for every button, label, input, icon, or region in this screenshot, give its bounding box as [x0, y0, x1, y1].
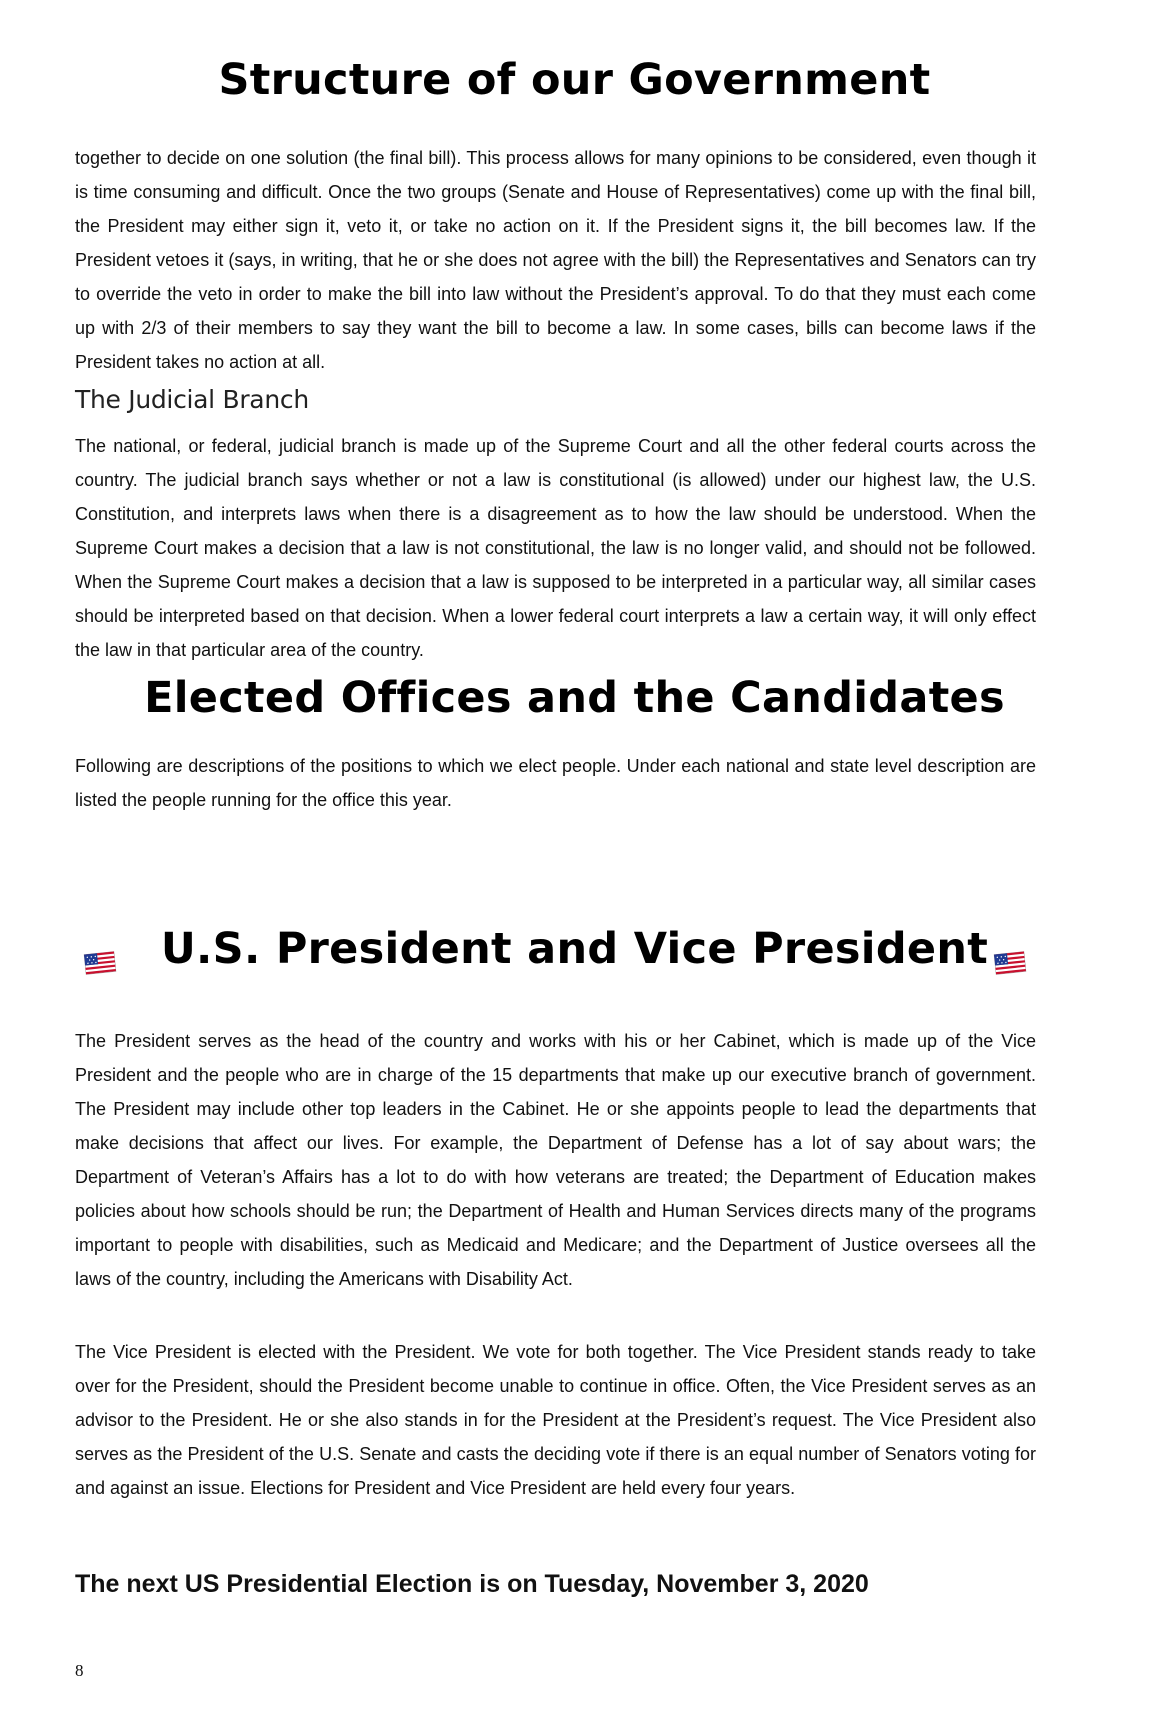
- judicial-branch-heading: The Judicial Branch: [75, 385, 309, 414]
- elected-offices-title: Elected Offices and the Candidates: [144, 673, 1005, 723]
- us-flag-icon: [993, 950, 1027, 976]
- judicial-branch-paragraph: The national, or federal, judicial branch is made up of the Supreme Court and all the other federal courts across the country. The judicial branch says whether or not a law is constitutional (is allowed) under our highest law, the U.S. Constitution, and interprets laws when there is a disagreement as to how the law should be understood. When the Supreme Court makes a decision that a law is not constitutional, the law is no longer valid, and should not be followed. When the Supreme Court makes a decision that a law is supposed to be interpreted in a particular way, all similar cases should be interpreted based on that decision. When a lower federal court interprets a law a certain way, it will only effect the law in that particular area of the country.: [75, 436, 1036, 660]
- president-title: U.S. President and Vice President: [160, 924, 989, 974]
- election-date-note: The next US Presidential Election is on Tuesday, November 3, 2020: [75, 1570, 869, 1598]
- vice-president-paragraph: The Vice President is elected with the President. We vote for both together. The Vice President stands ready to take over for the President, should the President become unable to continue in office. Often, the Vice President serves as an advisor to the President. He or she also stands in for the President at the President’s request. The Vice President also serves as the President of the U.S. Senate and casts the deciding vote if there is an equal number of Senators voting for and against an issue. Elections for President and Vice President are held every four years.: [75, 1342, 1036, 1498]
- structure-continued-paragraph: together to decide on one solution (the final bill). This process allows for many opinions to be considered, even though it is time consuming and difficult. Once the two groups (Senate and House of Representatives) come up with the final bill, the President may either sign it, veto it, or take no action on it. If the President signs it, the bill becomes law. If the President vetoes it (says, in writing, that he or she does not agree with the bill) the Representatives and Senators can try to override the veto in order to make the bill into law without the President’s approval. To do that they must each come up with 2/3 of their members to say they want the bill to become a law. In some cases, bills can become laws if the President takes no action at all.: [75, 148, 1036, 372]
- page-number: 8: [75, 1661, 84, 1680]
- president-paragraph: The President serves as the head of the country and works with his or her Cabinet, which is made up of the Vice President and the people who are in charge of the 15 departments that make up our executive branch of government. The President may include other top leaders in the Cabinet. He or she appoints people to lead the departments that make decisions that affect our lives. For example, the Department of Defense has a lot of say about wars; the Department of Veteran’s Affairs has a lot to do with how veterans are treated; the Department of Education makes policies about how schools should be run; the Department of Health and Human Services directs many of the programs important to people with disabilities, such as Medicaid and Medicare; and the Department of Justice oversees all the laws of the country, including the Americans with Disability Act.: [75, 1031, 1036, 1289]
- structure-title: Structure of our Government: [218, 55, 931, 105]
- elected-offices-paragraph: Following are descriptions of the positions to which we elect people. Under each national and state level description are listed the people running for the office this year.: [75, 756, 1036, 810]
